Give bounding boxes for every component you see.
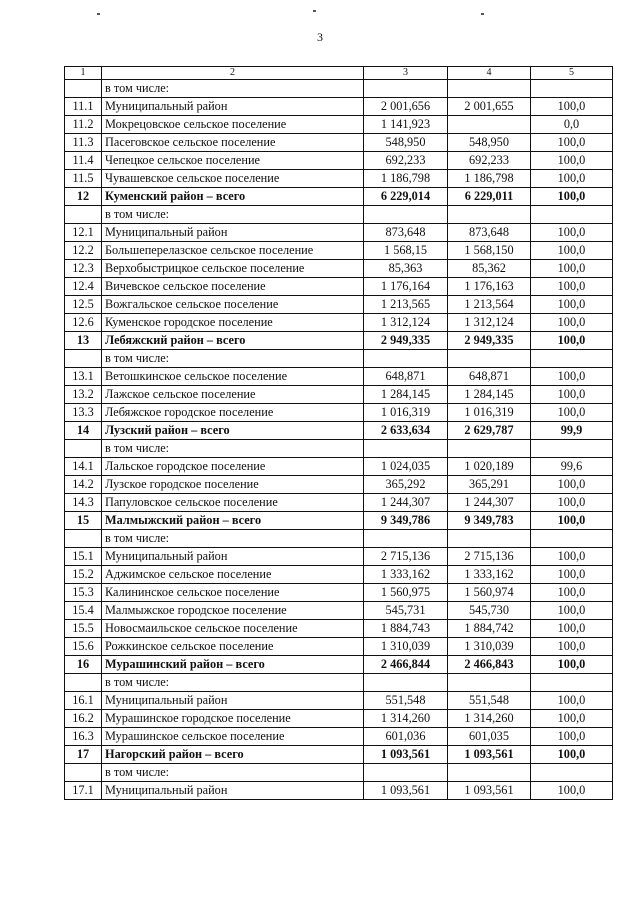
plan-amount-cell: 1 186,798 [364,170,448,188]
municipality-name-cell: Лальское городское поселение [102,458,364,476]
plan-amount-cell: 1 176,164 [364,278,448,296]
municipality-name-cell: Чувашевское сельское поселение [102,170,364,188]
plan-amount-cell: 1 244,307 [364,494,448,512]
municipality-name-cell: Пасеговское сельское поселение [102,134,364,152]
actual-amount-cell: 1 314,260 [448,710,531,728]
percent-cell: 99,6 [531,458,613,476]
percent-cell: 100,0 [531,476,613,494]
table-row [65,494,613,512]
row-number-cell: 11.2 [65,116,102,134]
plan-amount-cell: 601,036 [364,728,448,746]
district-total-row [65,332,613,350]
percent-cell: 100,0 [531,242,613,260]
actual-amount-cell: 6 229,011 [448,188,531,206]
actual-amount-cell: 1 244,307 [448,494,531,512]
percent-cell: 100,0 [531,404,613,422]
table-row [65,602,613,620]
percent-cell: 100,0 [531,134,613,152]
table-row [65,206,613,224]
row-number-cell: 15.4 [65,602,102,620]
row-number-cell [65,206,102,224]
actual-amount-cell: 1 310,039 [448,638,531,656]
plan-amount-cell: 1 310,039 [364,638,448,656]
row-number-cell: 13.1 [65,368,102,386]
plan-amount-cell: 1 024,035 [364,458,448,476]
municipality-name-cell: Мурашинское городское поселение [102,710,364,728]
row-number-cell: 17.1 [65,782,102,800]
actual-amount-cell: 1 284,145 [448,386,531,404]
row-number-cell: 11.3 [65,134,102,152]
row-number-cell: 15.2 [65,566,102,584]
municipality-name-cell: Куменское городское поселение [102,314,364,332]
plan-amount-cell: 1 141,923 [364,116,448,134]
actual-amount-cell: 1 016,319 [448,404,531,422]
plan-amount-cell: 1 568,15 [364,242,448,260]
plan-amount-cell: 85,363 [364,260,448,278]
actual-amount-cell: 2 629,787 [448,422,531,440]
table-row [65,638,613,656]
percent-cell: 100,0 [531,260,613,278]
column-header: 5 [531,67,613,80]
municipality-name-cell: Лажское сельское поселение [102,386,364,404]
table-row [65,368,613,386]
actual-amount-cell: 365,291 [448,476,531,494]
municipality-name-cell: Большеперелазское сельское поселение [102,242,364,260]
percent-cell [531,80,613,98]
plan-amount-cell [364,206,448,224]
budget-table [64,66,613,800]
row-number-cell: 12 [65,188,102,206]
scan-speck [97,13,100,15]
percent-cell: 100,0 [531,620,613,638]
actual-amount-cell: 9 349,783 [448,512,531,530]
municipality-name-cell: Чепецкое сельское поселение [102,152,364,170]
plan-amount-cell [364,440,448,458]
municipality-name-cell: Муниципальный район [102,98,364,116]
row-number-cell: 15.3 [65,584,102,602]
table-row [65,80,613,98]
municipality-name-cell: в том числе: [102,440,364,458]
municipality-name-cell: Лебяжское городское поселение [102,404,364,422]
row-number-cell: 13.2 [65,386,102,404]
plan-amount-cell: 548,950 [364,134,448,152]
actual-amount-cell: 548,950 [448,134,531,152]
row-number-cell: 11.4 [65,152,102,170]
plan-amount-cell: 1 312,124 [364,314,448,332]
plan-amount-cell: 1 333,162 [364,566,448,584]
row-number-cell: 13 [65,332,102,350]
row-number-cell [65,764,102,782]
scan-speck [481,13,484,15]
actual-amount-cell: 1 093,561 [448,782,531,800]
table-row [65,764,613,782]
table-row [65,548,613,566]
table-row [65,404,613,422]
actual-amount-cell: 1 568,150 [448,242,531,260]
actual-amount-cell: 1 884,742 [448,620,531,638]
row-number-cell: 16.2 [65,710,102,728]
district-total-row [65,422,613,440]
municipality-name-cell: Лузский район – всего [102,422,364,440]
percent-cell: 100,0 [531,152,613,170]
actual-amount-cell: 692,233 [448,152,531,170]
percent-cell [531,350,613,368]
table-row [65,782,613,800]
plan-amount-cell: 9 349,786 [364,512,448,530]
actual-amount-cell: 2 949,335 [448,332,531,350]
municipality-name-cell: Верхобыстрицкое сельское поселение [102,260,364,278]
municipality-name-cell: Вичевское сельское поселение [102,278,364,296]
row-number-cell: 12.3 [65,260,102,278]
actual-amount-cell [448,206,531,224]
municipality-name-cell: Малмыжское городское поселение [102,602,364,620]
table-row [65,350,613,368]
actual-amount-cell: 1 186,798 [448,170,531,188]
plan-amount-cell: 6 229,014 [364,188,448,206]
percent-cell: 100,0 [531,368,613,386]
actual-amount-cell: 2 715,136 [448,548,531,566]
actual-amount-cell [448,674,531,692]
table-row [65,152,613,170]
plan-amount-cell: 551,548 [364,692,448,710]
municipality-name-cell: в том числе: [102,80,364,98]
municipality-name-cell: Муниципальный район [102,782,364,800]
row-number-cell: 12.5 [65,296,102,314]
plan-amount-cell [364,764,448,782]
actual-amount-cell [448,350,531,368]
table-row [65,584,613,602]
table-row [65,530,613,548]
actual-amount-cell: 1 560,974 [448,584,531,602]
municipality-name-cell: Муниципальный район [102,224,364,242]
plan-amount-cell: 2 466,844 [364,656,448,674]
row-number-cell: 11.1 [65,98,102,116]
percent-cell: 100,0 [531,692,613,710]
municipality-name-cell: в том числе: [102,674,364,692]
plan-amount-cell: 1 314,260 [364,710,448,728]
percent-cell: 100,0 [531,584,613,602]
table-row [65,116,613,134]
actual-amount-cell: 1 333,162 [448,566,531,584]
municipality-name-cell: Лебяжский район – всего [102,332,364,350]
percent-cell: 100,0 [531,278,613,296]
plan-amount-cell: 2 001,656 [364,98,448,116]
table-row [65,710,613,728]
plan-amount-cell: 2 949,335 [364,332,448,350]
row-number-cell: 11.5 [65,170,102,188]
municipality-name-cell: в том числе: [102,206,364,224]
plan-amount-cell: 1 884,743 [364,620,448,638]
row-number-cell [65,530,102,548]
row-number-cell: 15 [65,512,102,530]
percent-cell: 100,0 [531,494,613,512]
row-number-cell: 16 [65,656,102,674]
plan-amount-cell: 1 560,975 [364,584,448,602]
table-row [65,674,613,692]
table-row [65,386,613,404]
district-total-row [65,512,613,530]
percent-cell: 100,0 [531,314,613,332]
row-number-cell: 14.2 [65,476,102,494]
percent-cell: 100,0 [531,512,613,530]
municipality-name-cell: Куменский район – всего [102,188,364,206]
actual-amount-cell: 873,648 [448,224,531,242]
column-header: 3 [364,67,448,80]
table-row [65,134,613,152]
table-row [65,260,613,278]
row-number-cell [65,80,102,98]
plan-amount-cell: 648,871 [364,368,448,386]
table-row [65,296,613,314]
budget-table-body [65,67,613,800]
plan-amount-cell: 1 284,145 [364,386,448,404]
plan-amount-cell: 1 093,561 [364,746,448,764]
plan-amount-cell [364,530,448,548]
row-number-cell: 15.5 [65,620,102,638]
plan-amount-cell: 2 715,136 [364,548,448,566]
percent-cell [531,530,613,548]
percent-cell: 100,0 [531,548,613,566]
actual-amount-cell [448,440,531,458]
header-row [65,67,613,80]
row-number-cell: 14.1 [65,458,102,476]
municipality-name-cell: Рожкинское сельское поселение [102,638,364,656]
row-number-cell: 14 [65,422,102,440]
actual-amount-cell: 85,362 [448,260,531,278]
percent-cell: 100,0 [531,224,613,242]
municipality-name-cell: Мурашинский район – всего [102,656,364,674]
district-total-row [65,656,613,674]
row-number-cell [65,350,102,368]
percent-cell: 100,0 [531,746,613,764]
percent-cell: 0,0 [531,116,613,134]
table-row [65,224,613,242]
percent-cell: 100,0 [531,710,613,728]
table-row [65,314,613,332]
municipality-name-cell: в том числе: [102,350,364,368]
district-total-row [65,746,613,764]
actual-amount-cell: 1 020,189 [448,458,531,476]
percent-cell: 100,0 [531,386,613,404]
municipality-name-cell: Калининское сельское поселение [102,584,364,602]
actual-amount-cell: 1 176,163 [448,278,531,296]
actual-amount-cell [448,116,531,134]
plan-amount-cell: 873,648 [364,224,448,242]
municipality-name-cell: в том числе: [102,530,364,548]
plan-amount-cell [364,80,448,98]
plan-amount-cell: 2 633,634 [364,422,448,440]
plan-amount-cell: 545,731 [364,602,448,620]
municipality-name-cell: Аджимское сельское поселение [102,566,364,584]
row-number-cell [65,440,102,458]
percent-cell: 100,0 [531,782,613,800]
row-number-cell: 16.3 [65,728,102,746]
municipality-name-cell: Лузское городское поселение [102,476,364,494]
actual-amount-cell: 2 001,655 [448,98,531,116]
actual-amount-cell [448,530,531,548]
plan-amount-cell: 1 016,319 [364,404,448,422]
row-number-cell: 15.1 [65,548,102,566]
municipality-name-cell: Папуловское сельское поселение [102,494,364,512]
percent-cell: 100,0 [531,98,613,116]
percent-cell: 100,0 [531,296,613,314]
percent-cell: 100,0 [531,170,613,188]
percent-cell: 100,0 [531,656,613,674]
district-total-row [65,188,613,206]
table-row [65,458,613,476]
percent-cell: 100,0 [531,602,613,620]
actual-amount-cell: 1 093,561 [448,746,531,764]
row-number-cell: 12.4 [65,278,102,296]
actual-amount-cell: 648,871 [448,368,531,386]
percent-cell [531,206,613,224]
row-number-cell: 14.3 [65,494,102,512]
actual-amount-cell: 545,730 [448,602,531,620]
plan-amount-cell [364,350,448,368]
table-row [65,476,613,494]
percent-cell: 100,0 [531,638,613,656]
row-number-cell: 16.1 [65,692,102,710]
table-row [65,566,613,584]
table-row [65,728,613,746]
actual-amount-cell [448,764,531,782]
row-number-cell: 12.6 [65,314,102,332]
actual-amount-cell: 1 213,564 [448,296,531,314]
actual-amount-cell: 551,548 [448,692,531,710]
actual-amount-cell: 601,035 [448,728,531,746]
municipality-name-cell: Вожгальское сельское поселение [102,296,364,314]
column-header: 2 [102,67,364,80]
column-header: 1 [65,67,102,80]
table-row [65,170,613,188]
page-number: 3 [317,30,323,44]
plan-amount-cell [364,674,448,692]
actual-amount-cell: 2 466,843 [448,656,531,674]
scan-speck [313,10,316,12]
plan-amount-cell: 365,292 [364,476,448,494]
plan-amount-cell: 1 093,561 [364,782,448,800]
actual-amount-cell [448,80,531,98]
plan-amount-cell: 1 213,565 [364,296,448,314]
percent-cell: 99,9 [531,422,613,440]
table-row [65,440,613,458]
table-row [65,98,613,116]
row-number-cell: 15.6 [65,638,102,656]
percent-cell: 100,0 [531,566,613,584]
municipality-name-cell: Муниципальный район [102,548,364,566]
column-header: 4 [448,67,531,80]
municipality-name-cell: Мурашинское сельское поселение [102,728,364,746]
row-number-cell [65,674,102,692]
table-row [65,278,613,296]
percent-cell [531,440,613,458]
table-row [65,692,613,710]
row-number-cell: 12.1 [65,224,102,242]
municipality-name-cell: Малмыжский район – всего [102,512,364,530]
percent-cell: 100,0 [531,188,613,206]
percent-cell [531,764,613,782]
table-row [65,620,613,638]
municipality-name-cell: Муниципальный район [102,692,364,710]
municipality-name-cell: Нагорский район – всего [102,746,364,764]
plan-amount-cell: 692,233 [364,152,448,170]
municipality-name-cell: в том числе: [102,764,364,782]
percent-cell: 100,0 [531,332,613,350]
municipality-name-cell: Мокрецовское сельское поселение [102,116,364,134]
municipality-name-cell: Ветошкинское сельское поселение [102,368,364,386]
row-number-cell: 13.3 [65,404,102,422]
percent-cell [531,674,613,692]
row-number-cell: 12.2 [65,242,102,260]
table-row [65,242,613,260]
row-number-cell: 17 [65,746,102,764]
municipality-name-cell: Новосмаильское сельское поселение [102,620,364,638]
percent-cell: 100,0 [531,728,613,746]
actual-amount-cell: 1 312,124 [448,314,531,332]
